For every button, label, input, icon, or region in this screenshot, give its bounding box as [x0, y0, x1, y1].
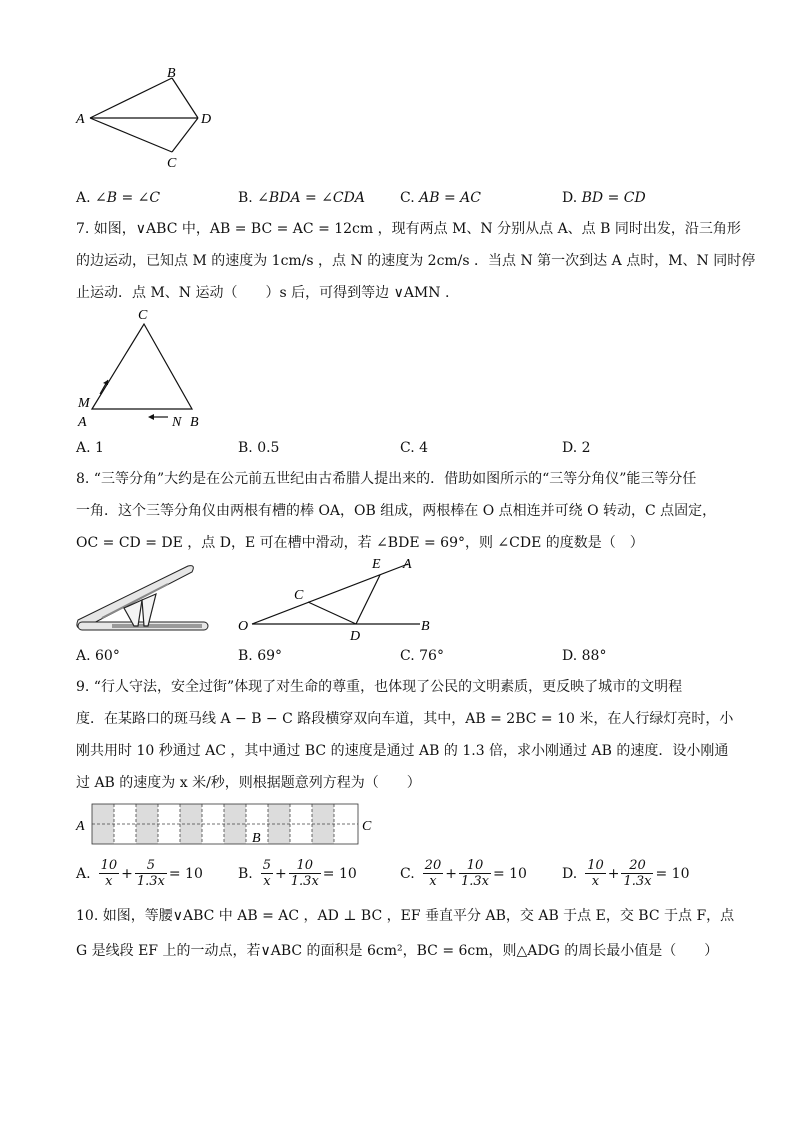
q9-option-a: A. $\frac{10}{x}$ + $\frac{5}{1.3x}$ = 10 [76, 858, 203, 889]
fig7-label-b: B [190, 415, 199, 430]
q6-figure [70, 64, 230, 174]
fig7-label-m: M [78, 396, 90, 411]
fig8-label-c: C [294, 588, 304, 603]
q9-line-1: 9. “行人守法，安全过街”体现了对生命的尊重，也体现了公民的文明素质，更反映了城市的文明程 [76, 679, 683, 695]
q8-option-b: B. 69° [238, 648, 283, 664]
q8-figure [230, 552, 430, 642]
fig6-label-d: D [201, 112, 212, 127]
q8-device-illustration [72, 560, 214, 640]
fig6-label-a: A [76, 112, 85, 127]
q8-option-c: C. 76° [400, 648, 444, 664]
q7-line-1: 7. 如图，∨ABC 中，AB = BC = AC = 12cm ，现有两点 M、N 分别从点 A、点 B 同时出发，沿三角形 [76, 221, 741, 237]
q7-option-d: D. 2 [562, 440, 591, 456]
q7-option-c: C. 4 [400, 440, 429, 456]
q10-line-1: 10. 如图，等腰∨ABC 中 AB = AC ，AD ⊥ BC ，EF 垂直平分 AB，交 AB 于点 E，交 BC 于点 F，点 [76, 908, 735, 924]
q6-option-d: D. BD = CD [562, 190, 646, 206]
q6-option-c: C. AB = AC [400, 190, 481, 206]
fig9-label-a: A [76, 819, 85, 834]
fig7-label-n: N [172, 415, 182, 430]
q7-line-3: 止运动．点 M、N 运动（ ）s 后，可得到等边 ∨AMN . [76, 285, 450, 301]
q9-line-2: 度．在某路口的斑马线 A − B − C 路段横穿双向车道，其中，AB = 2BC = 10 米，在人行绿灯亮时，小 [76, 711, 734, 727]
fig8-label-a: A [403, 557, 412, 572]
q7-option-b: B. 0.5 [238, 440, 280, 456]
q9-option-c: C. $\frac{20}{x}$ + $\frac{10}{1.3x}$ = 10 [400, 858, 527, 889]
q8-line-1: 8. “三等分角”大约是在公元前五世纪由古希腊人提出来的．借助如图所示的“三等分角仪”能三等分任 [76, 471, 697, 487]
fig7-label-a: A [78, 415, 87, 430]
q9-figure [72, 800, 382, 850]
fig9-label-b: B [252, 831, 261, 846]
fig6-label-b: B [167, 66, 176, 81]
fig6-label-c: C [167, 156, 177, 171]
fig8-label-o: O [238, 619, 249, 634]
q7-line-2: 的边运动，已知点 M 的速度为 1cm/s ，点 N 的速度为 2cm/s ．当点 N 第一次到达 A 点时，M、N 同时停 [76, 253, 756, 269]
fig8-label-b: B [421, 619, 430, 634]
q6-option-a: A. ∠B = ∠C [76, 190, 161, 206]
q9-option-b: B. $\frac{5}{x}$ + $\frac{10}{1.3x}$ = 10 [238, 858, 357, 889]
q8-option-d: D. 88° [562, 648, 607, 664]
q8-line-2: 一角．这个三等分角仪由两根有槽的棒 OA，OB 组成，两根棒在 O 点相连并可绕 O 转动，C 点固定， [76, 503, 717, 519]
q9-line-3: 刚共用时 10 秒通过 AC ，其中通过 BC 的速度是通过 AB 的 1.3 倍，求小刚通过 AB 的速度．设小刚通 [76, 743, 729, 759]
q7-figure [70, 304, 220, 432]
q10-line-2: G 是线段 EF 上的一动点，若∨ABC 的面积是 6cm²，BC = 6cm，则△ADG 的周长最小值是（ ） [76, 943, 719, 959]
q9-option-d: D. $\frac{10}{x}$ + $\frac{20}{1.3x}$ = 10 [562, 858, 690, 889]
fig7-label-c: C [138, 308, 148, 323]
fig8-label-e: E [372, 557, 381, 572]
fig8-label-d: D [350, 629, 361, 642]
q9-line-4: 过 AB 的速度为 x 米/秒，则根据题意列方程为（ ） [76, 775, 421, 791]
q7-option-a: A. 1 [76, 440, 104, 456]
fig9-label-c: C [362, 819, 372, 834]
q6-option-b: B. ∠BDA = ∠CDA [238, 190, 365, 206]
q8-option-a: A. 60° [76, 648, 120, 664]
q8-line-3: OC = CD = DE ，点 D，E 可在槽中滑动，若 ∠BDE = 69°，则 ∠CDE 的度数是（ ） [76, 535, 644, 551]
